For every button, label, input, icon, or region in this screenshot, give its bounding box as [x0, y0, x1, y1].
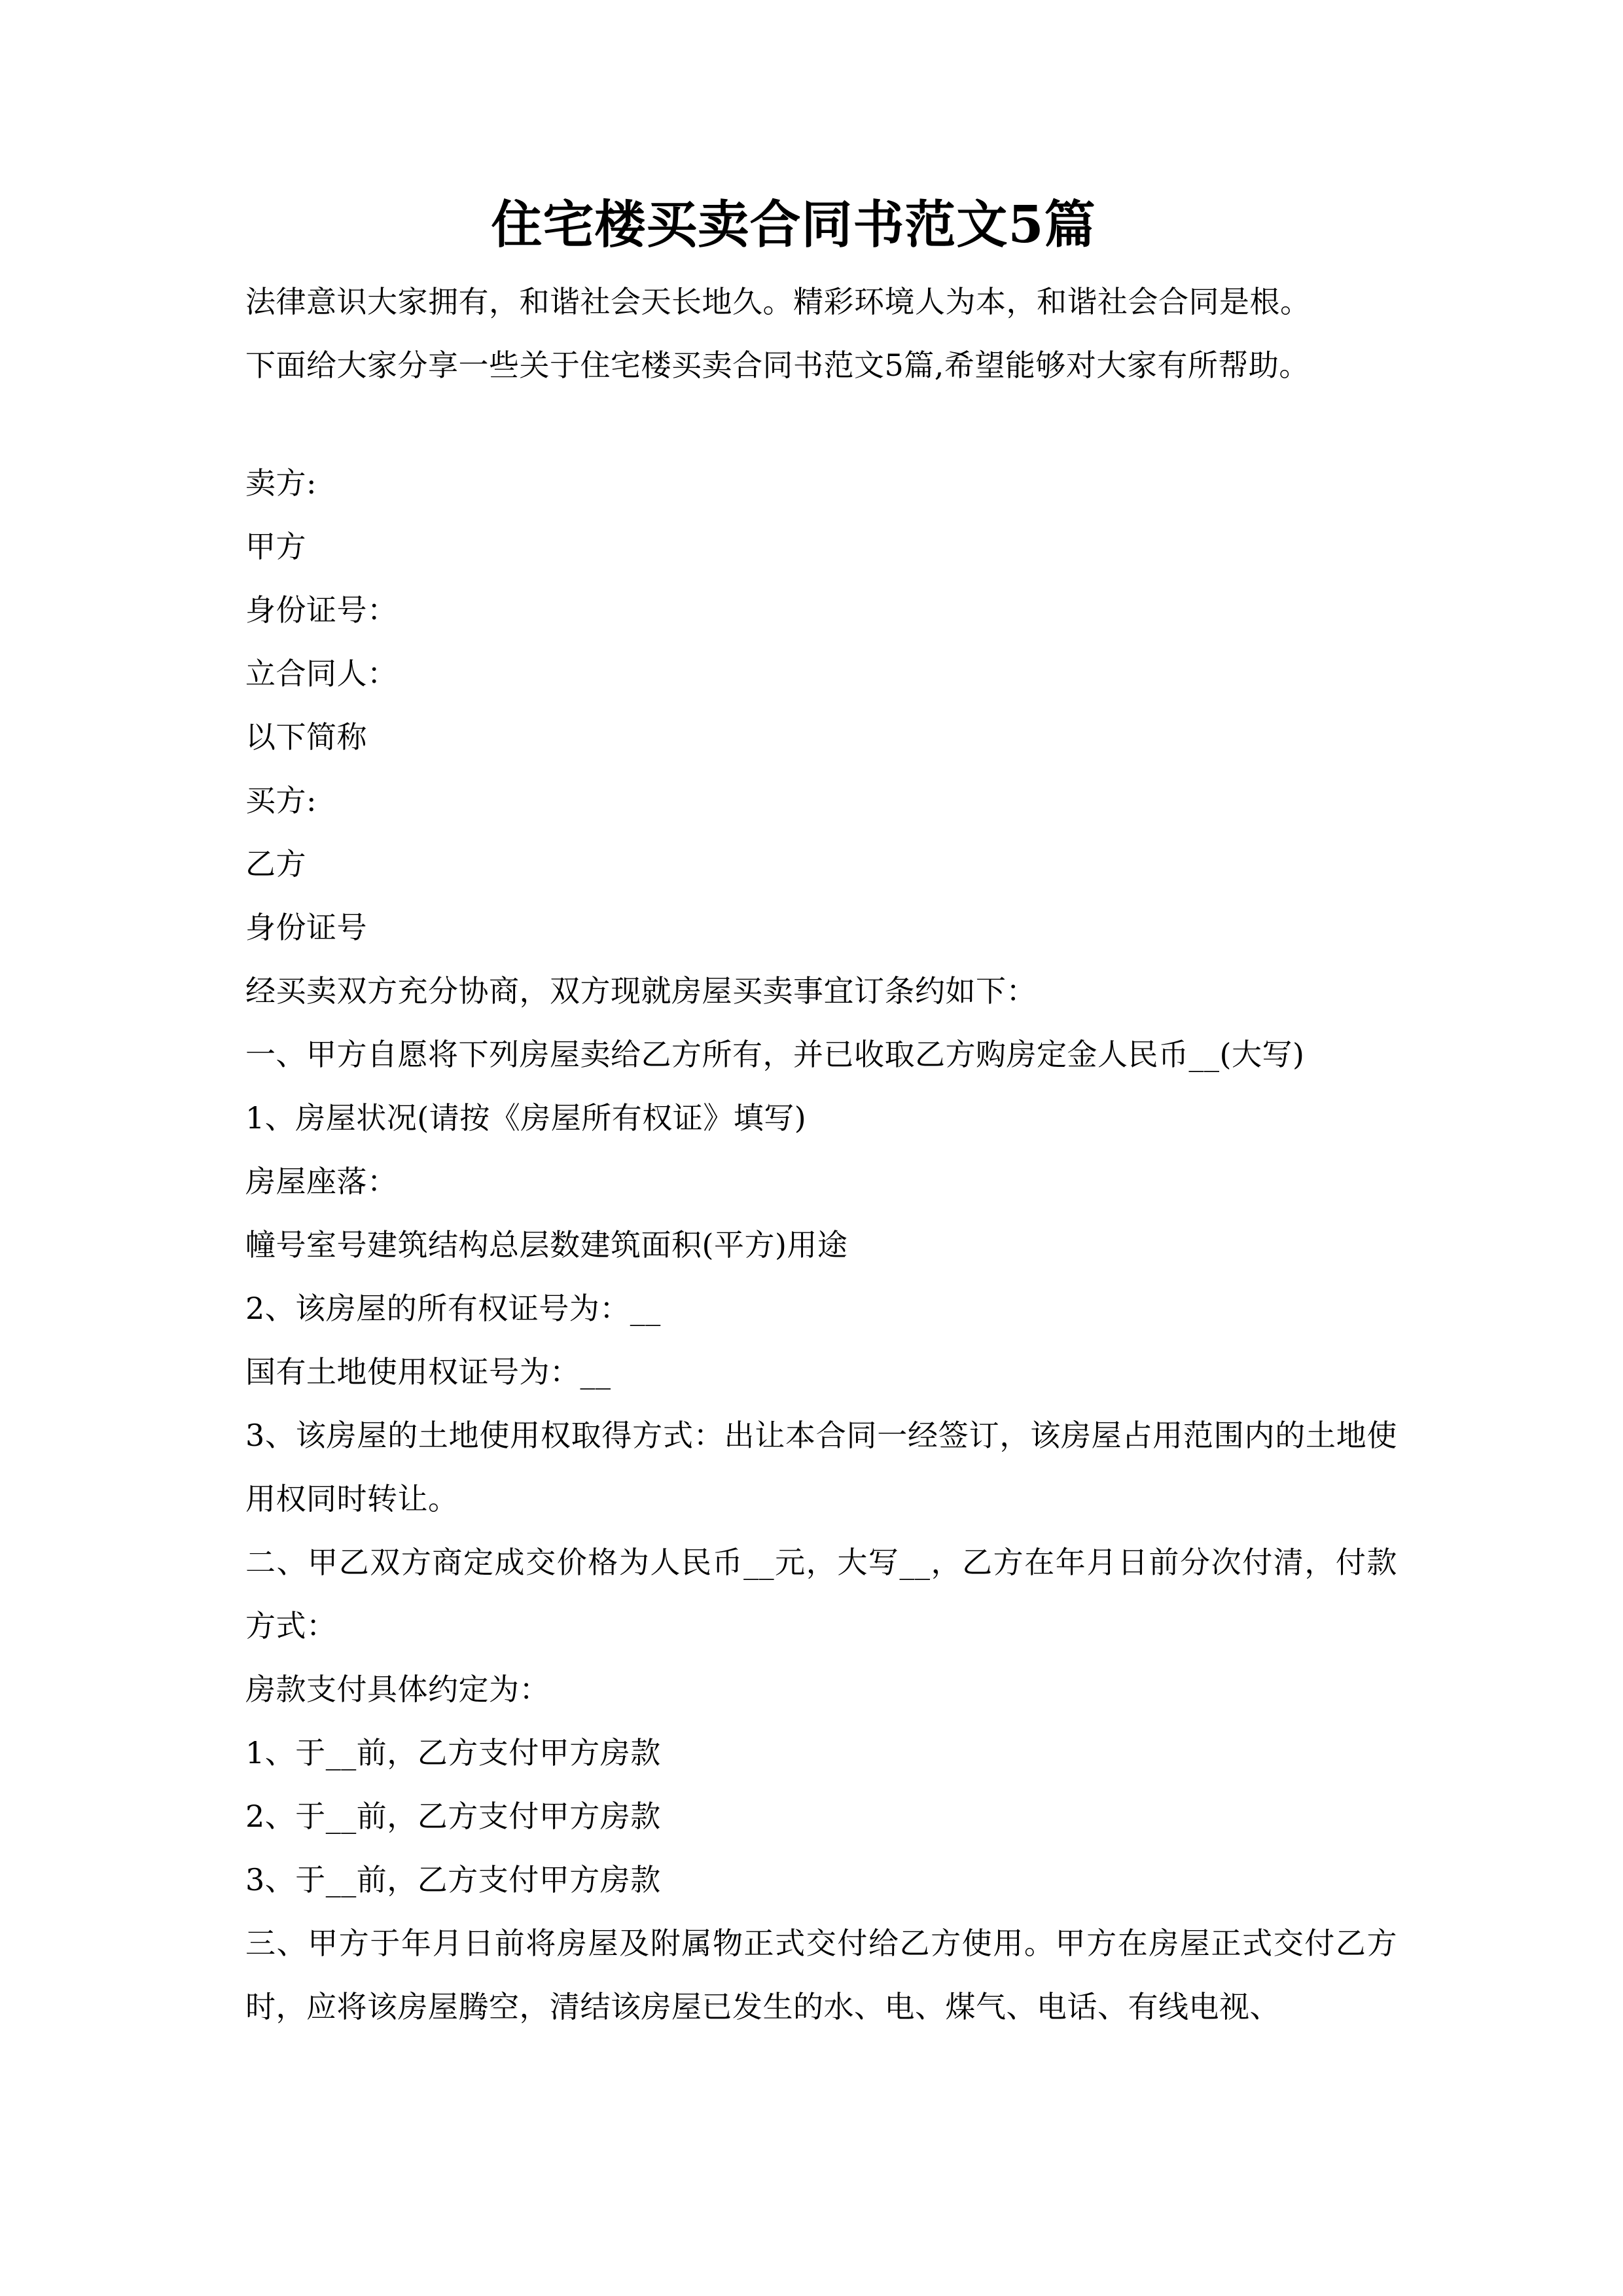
contract-line-preamble: 经买卖双方充分协商，双方现就房屋买卖事宜订条约如下： — [245, 973, 1037, 1009]
contract-payment-item-2: 2、于__前，乙方支付甲方房款 — [245, 1799, 661, 1835]
intro-line: 下面给大家分享一些关于住宅楼买卖合同书范文5篇,希望能够对大家有所帮助。 — [245, 348, 1310, 384]
contract-body — [245, 452, 1397, 2039]
contract-payment-item-1: 1、于__前，乙方支付甲方房款 — [245, 1735, 661, 1771]
contract-clause-2: 二、甲乙双方商定成交价格为人民币__元，大写__，乙方在年月日前分次付清，付款方式： — [245, 1545, 1397, 1644]
contract-clause-1-1: 1、房屋状况(请按《房屋所有权证》填写) — [245, 1100, 807, 1136]
section-spacer — [245, 397, 1387, 452]
contract-line-house-attrs: 幢号室号建筑结构总层数建筑面积(平方)用途 — [245, 1227, 848, 1263]
page-title: 住宅楼买卖合同书范文5篇 — [491, 195, 1096, 255]
contract-clause-1-3: 3、该房屋的土地使用权取得方式：出让本合同一经签订，该房屋占用范围内的土地使用权同时转让。 — [245, 1418, 1397, 1517]
contract-line-house-location: 房屋座落： — [245, 1164, 398, 1200]
intro-paragraphs — [245, 270, 1389, 397]
contract-line-party-b: 乙方 — [245, 846, 306, 882]
contract-line-buyer-label: 买方: — [245, 783, 317, 819]
contract-line-party-a-id: 身份证号： — [245, 592, 398, 628]
contract-line-seller-label: 卖方: — [245, 465, 317, 501]
contract-clause-1: 一、甲方自愿将下列房屋卖给乙方所有，并已收取乙方购房定金人民币__(大写) — [245, 1037, 1305, 1073]
contract-payment-item-3: 3、于__前，乙方支付甲方房款 — [245, 1862, 661, 1898]
contract-line-party-a: 甲方 — [245, 529, 306, 565]
contract-line-contracting-party: 立合同人： — [245, 656, 398, 692]
contract-line-party-b-id: 身份证号 — [245, 910, 367, 946]
contract-line-abbreviation: 以下简称 — [245, 719, 367, 755]
contract-line-land-cert: 国有土地使用权证号为：__ — [245, 1354, 611, 1390]
intro-line: 法律意识大家拥有，和谐社会天长地久。精彩环境人为本，和谐社会合同是根。 — [245, 284, 1311, 320]
contract-clause-1-2: 2、该房屋的所有权证号为：__ — [245, 1291, 661, 1327]
contract-clause-3: 三、甲方于年月日前将房屋及附属物正式交付给乙方使用。甲方在房屋正式交付乙方时，应将该房屋腾空，清结该房屋已发生的水、电、煤气、电话、有线电视、 — [245, 1926, 1397, 2025]
contract-line-payment-terms: 房款支付具体约定为： — [245, 1672, 550, 1708]
